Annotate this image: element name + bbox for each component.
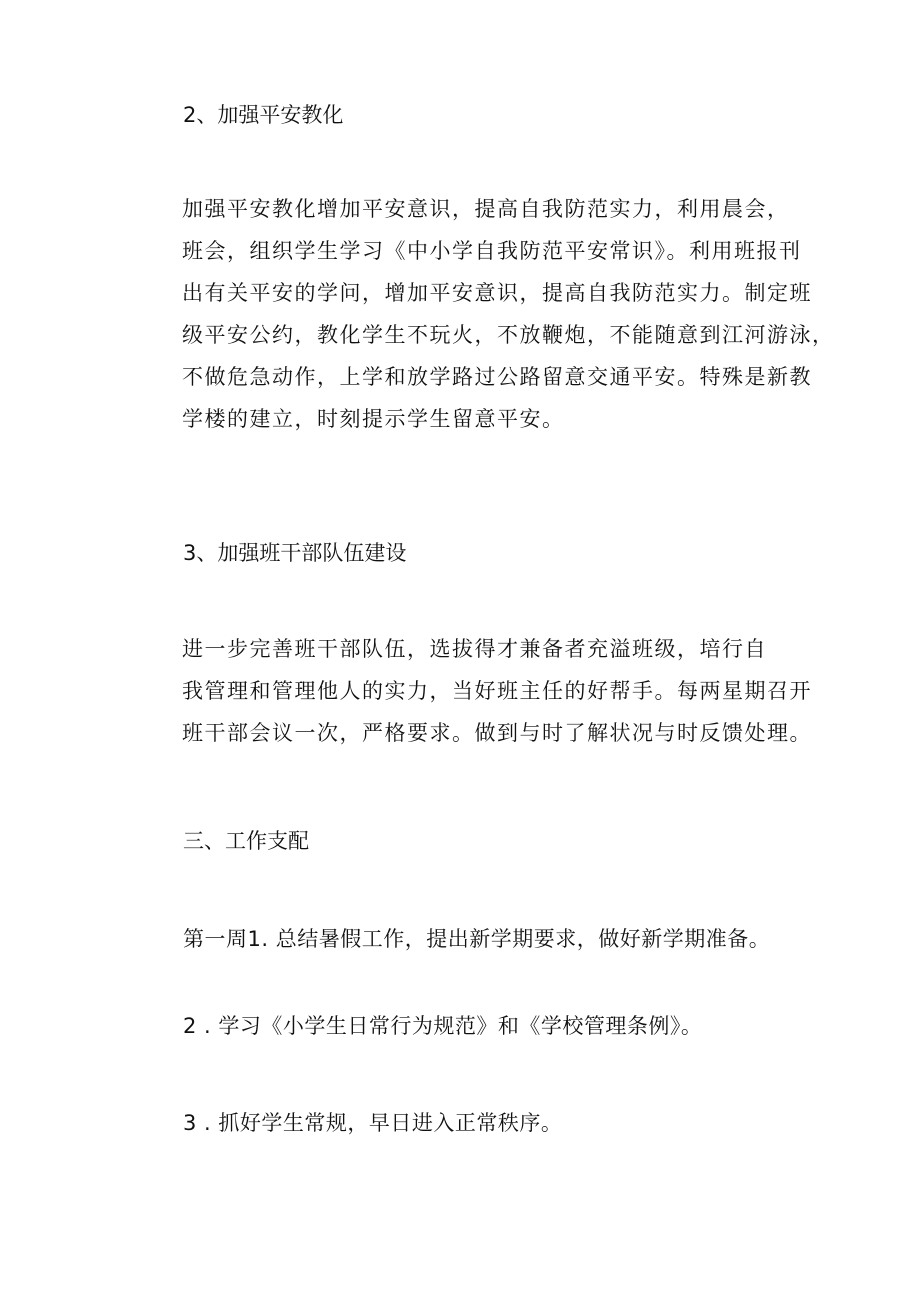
schedule-item: 3 . 抓好学生常规，早日进入正常秩序。 (183, 1111, 563, 1135)
paragraph-line: 学楼的建立，时刻提示学生留意平安。 (182, 407, 565, 431)
paragraph-line: 不做危急动作，上学和放学路过公路留意交通平安。特殊是新教 (182, 365, 812, 389)
section-heading-2: 2、加强平安教化 (183, 103, 344, 127)
paragraph-line: 我管理和管理他人的实力，当好班主任的好帮手。每两星期召开 (182, 679, 812, 703)
section-3-paragraph (182, 628, 822, 754)
schedule-item: 第一周1. 总结暑假工作，提出新学期要求，做好新学期准备。 (183, 927, 771, 951)
paragraph-line: 级平安公约，教化学生不玩火，不放鞭炮，不能随意到江河游泳， (182, 323, 835, 347)
paragraph-line: 进一步完善班干部队伍，选拔得才兼备者充溢班级，培行自 (182, 637, 767, 661)
section-heading-three: 三、工作支配 (183, 829, 309, 853)
paragraph-line: 班会，组织学生学习《中小学自我防范平安常识》。利用班报刊 (182, 239, 802, 263)
paragraph-line: 出有关平安的学问，增加平安意识，提高自我防范实力。制定班 (182, 281, 812, 305)
paragraph-line: 班干部会议一次，严格要求。做到与时了解状况与时反馈处理。 (182, 721, 812, 745)
section-heading-3: 3、加强班干部队伍建设 (183, 541, 407, 565)
schedule-item: 2 . 学习《小学生日常行为规范》和《学校管理条例》。 (183, 1014, 703, 1038)
section-2-paragraph (182, 188, 835, 440)
paragraph-line: 加强平安教化增加平安意识，提高自我防范实力，利用晨会， (182, 197, 790, 221)
